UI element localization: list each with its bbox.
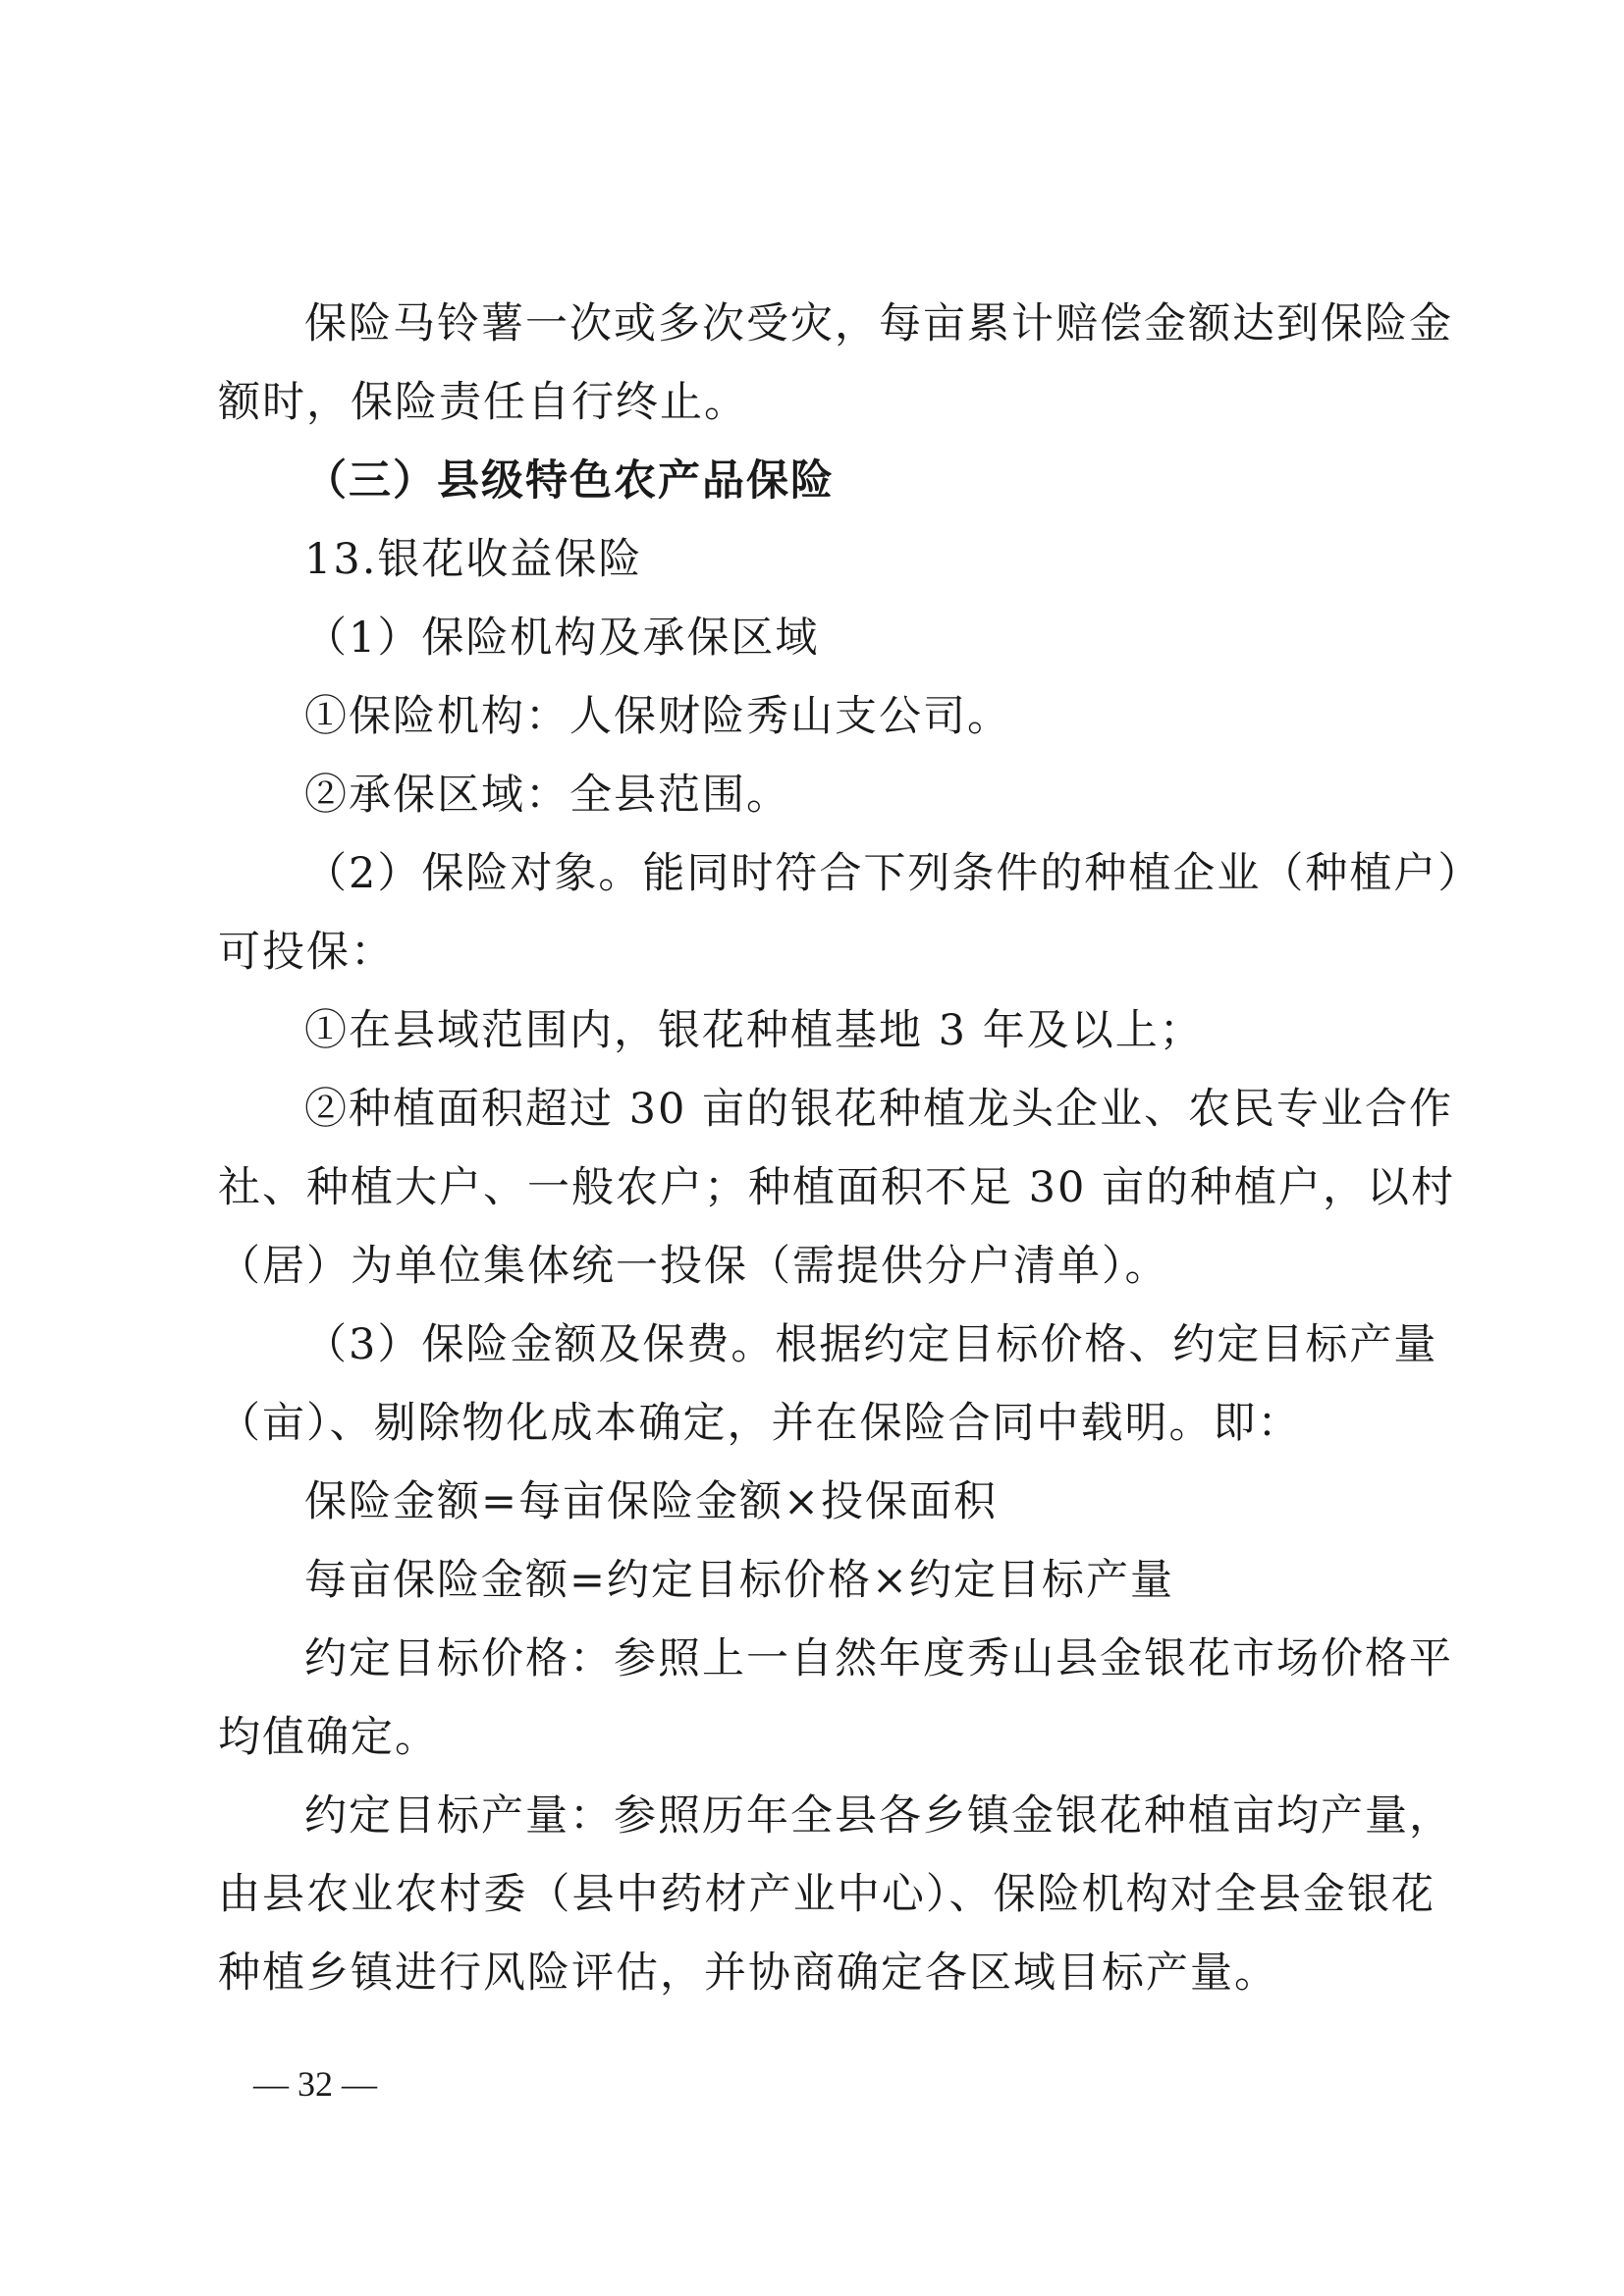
section-heading: （三）县级特色农产品保险 <box>304 456 835 506</box>
paragraph-line: 种植乡镇进行风险评估，并协商确定各区域目标产量。 <box>218 1949 1278 1998</box>
list-item: ②承保区域：全县范围。 <box>304 771 790 820</box>
paragraph-line: 社、种植大户、一般农户；种植面积不足 30 亩的种植户，以村 <box>218 1163 1456 1212</box>
paragraph-line: 约定目标价格：参照上一自然年度秀山县金银花市场价格平 <box>304 1634 1453 1683</box>
formula-line: 保险金额=每亩保险金额×投保面积 <box>304 1477 999 1526</box>
paragraph-line: （3）保险金额及保费。根据约定目标价格、约定目标产量 <box>304 1320 1438 1369</box>
page-number: — 32 — <box>253 2064 377 2104</box>
list-item: ①在县域范围内，银花种植基地 3 年及以上； <box>304 1006 1204 1055</box>
paragraph-line: （2）保险对象。能同时符合下列条件的种植企业（种植户） <box>304 849 1483 898</box>
paragraph-line: 额时，保险责任自行终止。 <box>218 378 748 427</box>
list-item: ②种植面积超过 30 亩的银花种植龙头企业、农民专业合作 <box>304 1085 1454 1134</box>
paragraph-line: 约定目标产量：参照历年全县各乡镇金银花种植亩均产量， <box>304 1791 1453 1841</box>
formula-line: 每亩保险金额=约定目标价格×约定目标产量 <box>304 1556 1175 1605</box>
subsection-title: （1）保险机构及承保区域 <box>304 614 820 663</box>
paragraph-line: 均值确定。 <box>218 1713 439 1762</box>
paragraph-line: （亩）、剔除物化成本确定，并在保险合同中载明。即： <box>218 1399 1302 1448</box>
paragraph-line: 由县农业农村委（县中药材产业中心）、保险机构对全县金银花 <box>218 1870 1435 1919</box>
paragraph-line: 可投保： <box>218 928 395 977</box>
paragraph-line: （居）为单位集体统一投保（需提供分户清单）。 <box>218 1242 1169 1291</box>
list-item: ①保险机构：人保财险秀山支公司。 <box>304 692 1011 741</box>
paragraph-line: 保险马铃薯一次或多次受灾，每亩累计赔偿金额达到保险金 <box>304 299 1453 348</box>
item-title: 13.银花收益保险 <box>304 535 643 584</box>
